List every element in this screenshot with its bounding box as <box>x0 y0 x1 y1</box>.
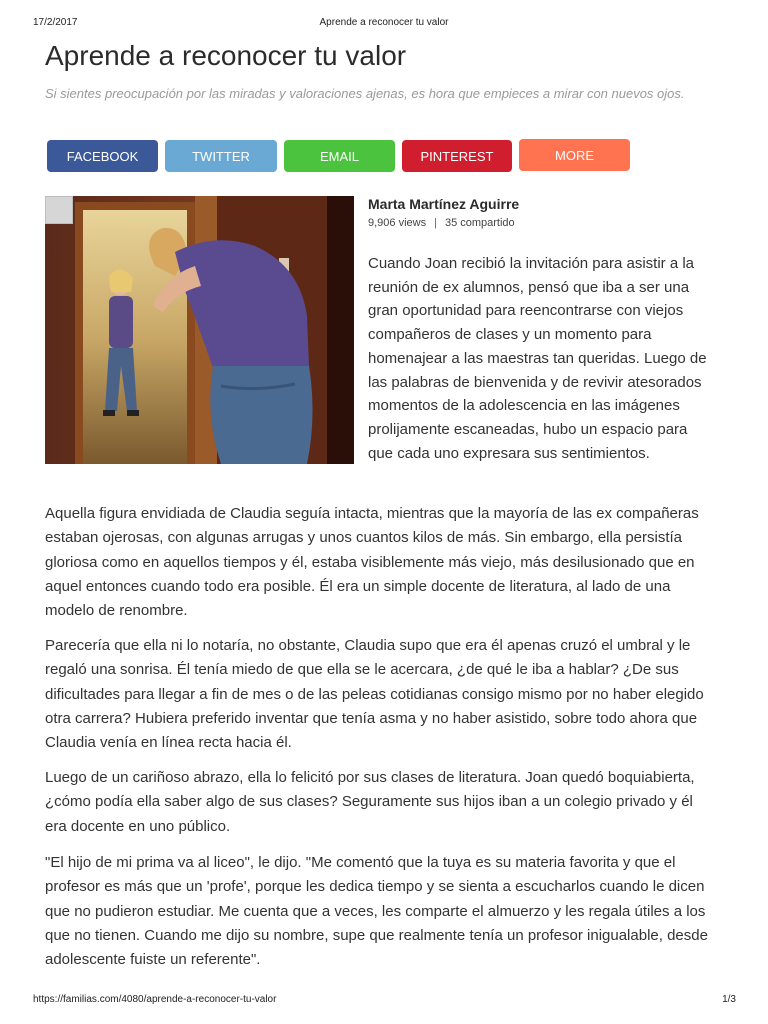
print-title: Aprende a reconocer tu valor <box>319 17 449 28</box>
email-share-button[interactable] <box>284 140 395 172</box>
shared-count: 35 compartido <box>444 217 515 229</box>
pinterest-share-label: PINTEREST <box>420 148 494 164</box>
facebook-share-label: FACEBOOK <box>66 148 139 164</box>
print-date: 17/2/2017 <box>33 17 78 28</box>
more-share-button[interactable] <box>519 139 630 171</box>
article-title: Aprende a reconocer tu valor <box>45 40 407 71</box>
image-placeholder-corner <box>45 196 73 224</box>
email-share-label: EMAIL <box>319 148 359 164</box>
meta-separator: | <box>434 217 437 229</box>
article-photo <box>45 196 354 464</box>
article-paragraph-1: Cuando Joan recibió la invitación para asistir a la reunión de ex alumnos, pensó que iba a ser una gran oportunidad para reencontrarse con viejos compañeros de clases y un momento para homenajear a las maestras tan queridas. Luego de las palabras de bienvenida y de revivir atesorados momentos de la adolescencia en las imágenes prolijamente escaneadas, hubo un espacio para que cada uno expresara sus sentimientos. <box>368 255 707 462</box>
print-page-number: 1/3 <box>722 994 736 1005</box>
article-paragraph-3: Parecería que ella ni lo notaría, no obstante, Claudia supo que era él apenas cruzó el umbral y le regaló una sonrisa. Él tenía miedo de que ella se le acercara, ¿de qué le iba a hablar? ¿De sus dificultades para llegar a fin de mes o de las peleas cotidianas consigo mismo por no haber elegido otra carrera? Hubiera preferido inventar que tenía asma y no haber asistido, sobre todo ahora que Claudia venía en línea recta hacia él. <box>45 637 704 752</box>
article-meta <box>368 217 515 229</box>
more-share-label: MORE <box>555 147 594 163</box>
print-url: https://familias.com/4080/aprende-a-reconocer-tu-valor <box>33 994 277 1005</box>
twitter-share-label: TWITTER <box>192 148 250 164</box>
article-paragraph-2: Aquella figura envidiada de Claudia seguía intacta, mientras que la mayoría de las ex compañeras estaban ojerosas, con algunas arrugas y unos cuantos kilos de más. Sin embargo, ella persistía gloriosa como en aquellos tiempos y él, estaba visiblemente más viejo, más desilusionado que en aquel entonces cuando todo era posible. Él era un simple docente de literatura, al lado de una modelo de renombre. <box>45 505 699 620</box>
facebook-share-button[interactable] <box>47 140 158 172</box>
article-paragraph-4: Luego de un cariñoso abrazo, ella lo felicitó por sus clases de literatura. Joan quedó boquiabierta, ¿cómo podía ella saber algo de sus clases? Seguramente sus hijos iban a un colegio privado y él era docente en uno público. <box>45 769 695 835</box>
article-subtitle: Si sientes preocupación por las miradas y valoraciones ajenas, es hora que empieces a mirar con nuevos ojos. <box>45 86 685 101</box>
article-paragraph-5: "El hijo de mi prima va al liceo", le dijo. "Me comentó que la tuya es su materia favorita y que el profesor es más que un 'profe', porque les dedica tiempo y se sienta a escucharlos cuando le dicen que no pudieron estudiar. Me cuenta que a veces, les comparte el almuerzo y les regala útiles a los que no tienen. Cuando me dijo su nombre, supe que realmente tenía un profesor inigualable, desde adolescente fuiste un referente". <box>45 854 708 969</box>
twitter-share-button[interactable] <box>165 140 277 172</box>
mirror-reflection-illustration <box>45 196 354 464</box>
views-count: 9,906 views <box>368 217 427 229</box>
pinterest-share-button[interactable] <box>402 140 512 172</box>
author-name[interactable]: Marta Martínez Aguirre <box>368 196 520 212</box>
